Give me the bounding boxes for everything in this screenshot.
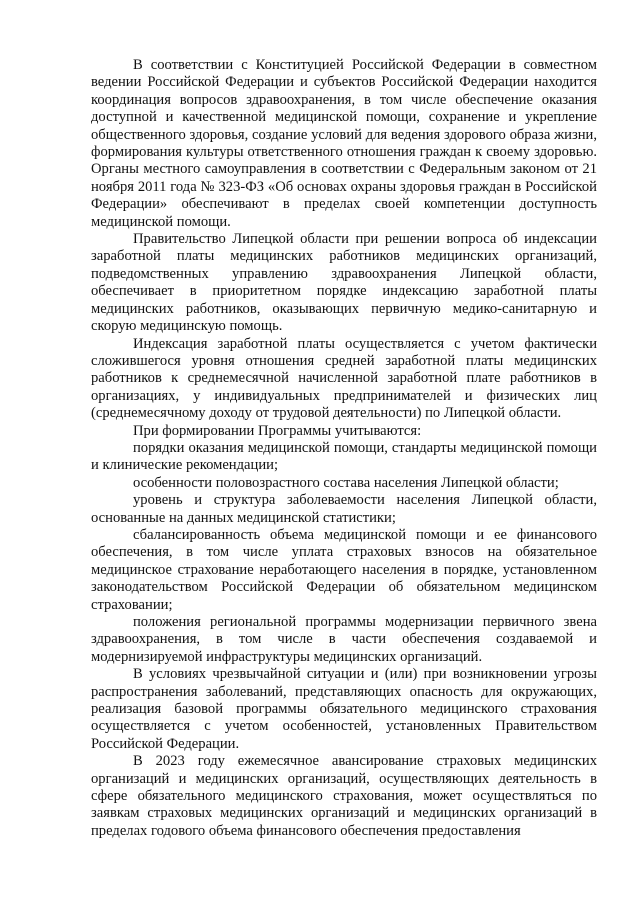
- paragraph-emergency: В условиях чрезвычайной ситуации и (или) при возникновении угрозы распространения заболеваний, представляющих опасность для окружающих, реализация базовой программы обязательного медицинского страхования осуществляется с учетом особенностей, установленных Правительством Российской Федерации.: [91, 666, 597, 752]
- paragraph-indexation-basis: Индексация заработной платы осуществляется с учетом фактически сложившегося уровня отношения средней заработной платы медицинских работников к среднемесячной начисленной заработной плате работников в организациях, у индивидуальных предпринимателей и физических лиц (среднемесячному доходу от трудовой деятельности) по Липецкой области.: [91, 335, 597, 422]
- document-body: [91, 57, 597, 840]
- list-item-population-structure: особенности половозрастного состава населения Липецкой области;: [133, 474, 559, 491]
- list-item-morbidity: уровень и структура заболеваемости населения Липецкой области, основанные на данных медицинской статистики;: [91, 492, 597, 526]
- paragraph-constitution: В соответствии с Конституцией Российской Федерации в совместном ведении Российской Федерации и субъектов Российской Федерации находится координация вопросов здравоохранения, в том числе обеспечение оказания доступной и качественной медицинской помощи, сохранение и укрепление общественного здоровья, создание условий для ведения здорового образа жизни, формирования культуры ответственного отношения граждан к своему здоровью. Органы местного самоуправления в соответствии с Федеральным законом от 21 ноября 2011 года № 323-ФЗ «Об основах охраны здоровья граждан в Российской Федерации» обеспечивают в пределах своей компетенции доступность медицинской помощи.: [91, 57, 597, 230]
- paragraph-advance-payment: В 2023 году ежемесячное авансирование страховых медицинских организаций и медицинских организаций, осуществляющих деятельность в сфере обязательного медицинского страхования, может осуществляться по заявкам страховых медицинских организаций и медицинских организаций в пределах годового объема финансового обеспечения предоставления: [91, 753, 597, 839]
- paragraph-government-indexation: Правительство Липецкой области при решении вопроса об индексации заработной платы медицинских работников медицинских организаций, подведомственных управлению здравоохранения Липецкой области, обеспечивает в приоритетном порядке индексацию заработной платы медицинских работников, оказывающих первичную медико-санитарную и скорую медицинскую помощь.: [91, 231, 597, 335]
- list-item-financial-balance: сбалансированность объема медицинской помощи и ее финансового обеспечения, в том числе уплата страховых взносов на обязательное медицинское страхование неработающего населения в порядке, установленном законодательством Российской Федерации об обязательном медицинском страховании;: [91, 526, 597, 613]
- paragraph-program-factors-intro: При формировании Программы учитываются:: [133, 422, 422, 439]
- list-item-modernization: положения региональной программы модернизации первичного звена здравоохранения, в том числе в части обеспечения создаваемой и модернизируемой инфраструктуры медицинских организаций.: [91, 614, 597, 665]
- list-item-care-standards: порядки оказания медицинской помощи, стандарты медицинской помощи и клинические рекомендации;: [91, 439, 597, 474]
